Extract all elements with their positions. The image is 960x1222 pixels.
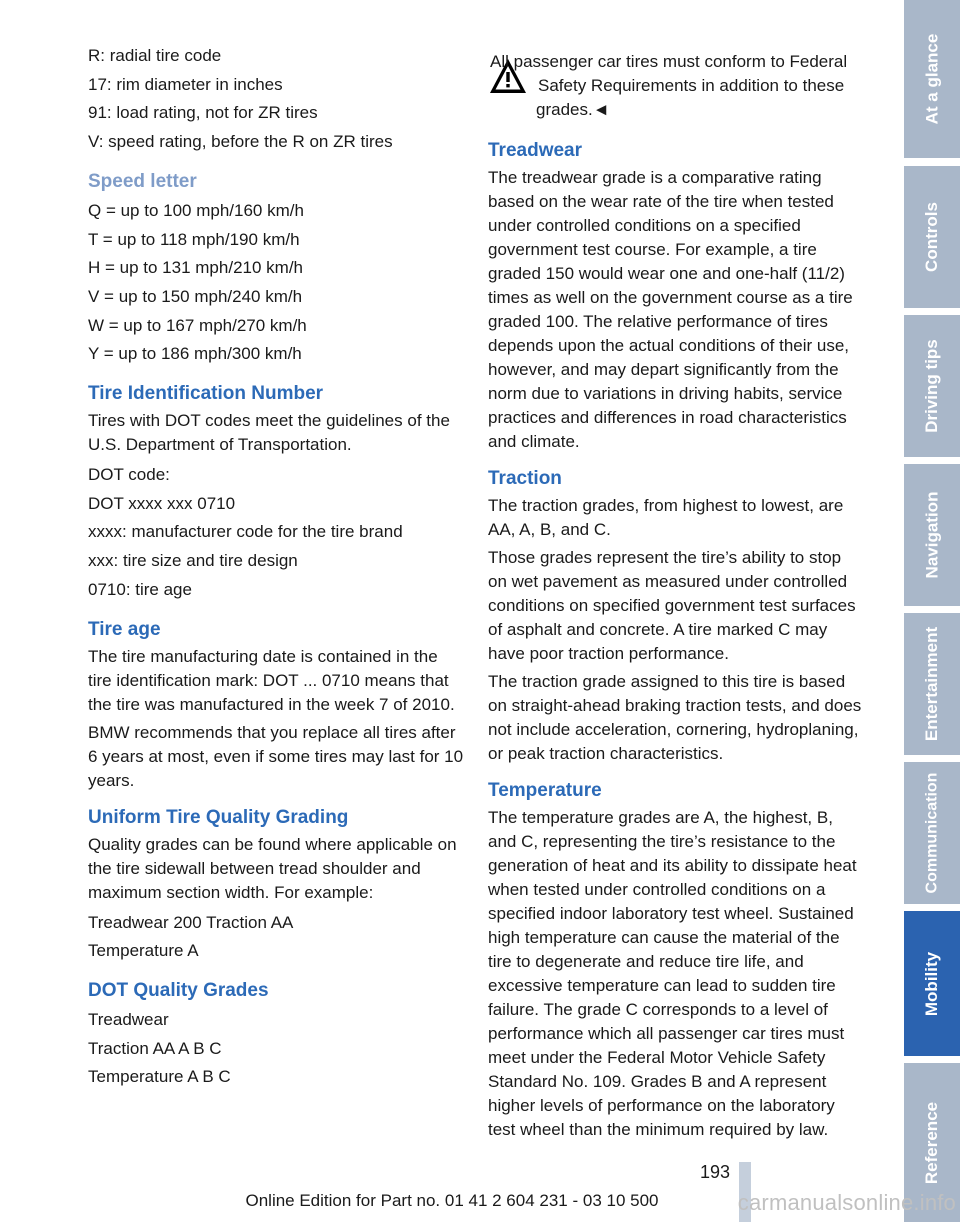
tab-navigation[interactable] <box>904 464 960 606</box>
speed-line: Q = up to 100 mph/160 km/h <box>88 200 304 220</box>
speed-line: V = up to 150 mph/240 km/h <box>88 286 303 306</box>
utqg-line: Treadwear 200 Traction AA <box>88 912 294 932</box>
tire-identification-heading: Tire Identification Number <box>88 383 324 405</box>
speed-line: T = up to 118 mph/190 km/h <box>88 229 300 249</box>
tin-line: 0710: tire age <box>88 579 192 599</box>
tab-communication[interactable] <box>904 762 960 904</box>
temperature-paragraph: The temperature grades are A, the highest, B, and C, representing the tire’s resistance to the generation of heat and its ability to dissipate heat when tested under controlled conditions on a specified indoor laboratory test wheel. Sustained high temperature can cause the material of the tire to degenerate and reduce tire life, and excessive temperature can lead to sudden tire failure. The grade C corresponds to a level of performance which all passenger car tires must meet under the Federal Motor Vehicle Safety Standard No. 109. Grades B and A represent higher levels of performance on the laboratory test wheel than the minimum required by law. <box>488 808 857 1139</box>
tin-line: DOT code: <box>88 465 170 485</box>
tab-entertainment[interactable] <box>904 613 960 755</box>
speed-line: Y = up to 186 mph/300 km/h <box>88 344 302 364</box>
intro-line: 91: load rating, not for ZR tires <box>88 103 318 123</box>
speed-line: W = up to 167 mph/270 km/h <box>88 315 307 335</box>
tab-label: Driving tips <box>922 339 942 433</box>
tab-label: Controls <box>922 202 942 272</box>
speed-line: H = up to 131 mph/210 km/h <box>88 258 303 278</box>
tab-label: At a glance <box>922 33 942 125</box>
page-number: 193 <box>700 1162 731 1182</box>
tab-label: Mobility <box>922 951 941 1016</box>
tin-paragraph: Tires with DOT codes meet the guidelines of the U.S. Department of Transportation. <box>88 411 450 455</box>
intro-line: V: speed rating, before the R on ZR tires <box>88 132 393 152</box>
tab-mobility[interactable] <box>904 911 960 1056</box>
tin-line: xxx: tire size and tire design <box>88 551 298 571</box>
tin-line: xxxx: manufacturer code for the tire brand <box>88 522 403 542</box>
intro-line: 17: rim diameter in inches <box>88 74 283 94</box>
left-column <box>88 42 464 1092</box>
temperature-heading: Temperature <box>488 780 602 801</box>
chapter-sidebar <box>904 0 960 1222</box>
treadwear-heading: Treadwear <box>488 140 582 161</box>
intro-line: R: radial tire code <box>88 46 222 65</box>
treadwear-paragraph: The treadwear grade is a comparative rating based on the wear rate of the tire when tested under controlled conditions on a specified government test course. For example, a tire graded 150 would wear one and one-half (11/2) times as well on the government course as a tire graded 100. The relative performance of tires depends upon the actual conditions of their use, however, and may depart significantly from the norm due to variations in driving habits, service practices and differences in road characteristics and climate. <box>488 168 853 451</box>
edition-footer: Online Edition for Part no. 01 41 2 604 231 - 03 10 500 <box>245 1191 659 1210</box>
right-column <box>488 50 862 1146</box>
tab-label: Navigation <box>922 491 941 579</box>
warning-note <box>488 50 862 122</box>
traction-paragraph: Those grades represent the tire’s ability to stop on wet pavement as measured under controlled conditions on specified government test surfaces of asphalt and concrete. A tire marked C may have poor traction performance. <box>488 548 856 663</box>
dot-line: Treadwear <box>88 1009 169 1029</box>
traction-paragraph: The traction grade assigned to this tire is based on straight-ahead braking traction tests, and does not include acceleration, cornering, hydroplaning, or peak traction characteristics. <box>488 672 862 763</box>
traction-paragraph: The traction grades, from highest to lowest, are AA, A, B, and C. <box>488 496 844 539</box>
utqg-heading: Uniform Tire Quality Grading <box>88 806 349 828</box>
dot-line: Traction AA A B C <box>88 1038 222 1058</box>
speed-letter-heading: Speed letter <box>88 170 197 192</box>
tin-line: DOT xxxx xxx 0710 <box>88 493 236 513</box>
utqg-paragraph: Quality grades can be found where applicable on the tire sidewall between tread shoulder and maximum section width. For example: <box>88 834 457 902</box>
tab-label: Communication <box>923 772 941 894</box>
traction-heading: Traction <box>488 468 562 489</box>
dot-line: Temperature A B C <box>88 1067 231 1087</box>
tab-at-a-glance[interactable] <box>904 0 960 158</box>
tire-age-paragraph: The tire manufacturing date is contained in the tire identification mark: DOT ... 0710 means that the tire was manufactured in the week 7 of 2010. <box>88 646 455 714</box>
dot-quality-heading: DOT Quality Grades <box>88 979 269 1001</box>
warning-text: All passenger car tires must conform to Federal Safety Requirements in addition to these grades.◄ <box>490 52 848 119</box>
tab-controls[interactable] <box>904 166 960 308</box>
tab-driving-tips[interactable] <box>904 315 960 457</box>
tab-label: Reference <box>922 1101 941 1184</box>
utqg-line: Temperature A <box>88 941 199 961</box>
watermark: carmanualsonline.info <box>737 1190 956 1215</box>
tab-label: Entertainment <box>922 626 942 742</box>
tire-age-heading: Tire age <box>88 618 161 640</box>
tire-age-paragraph: BMW recommends that you replace all tires after 6 years at most, even if some tires may last for 10 years. <box>88 722 464 790</box>
